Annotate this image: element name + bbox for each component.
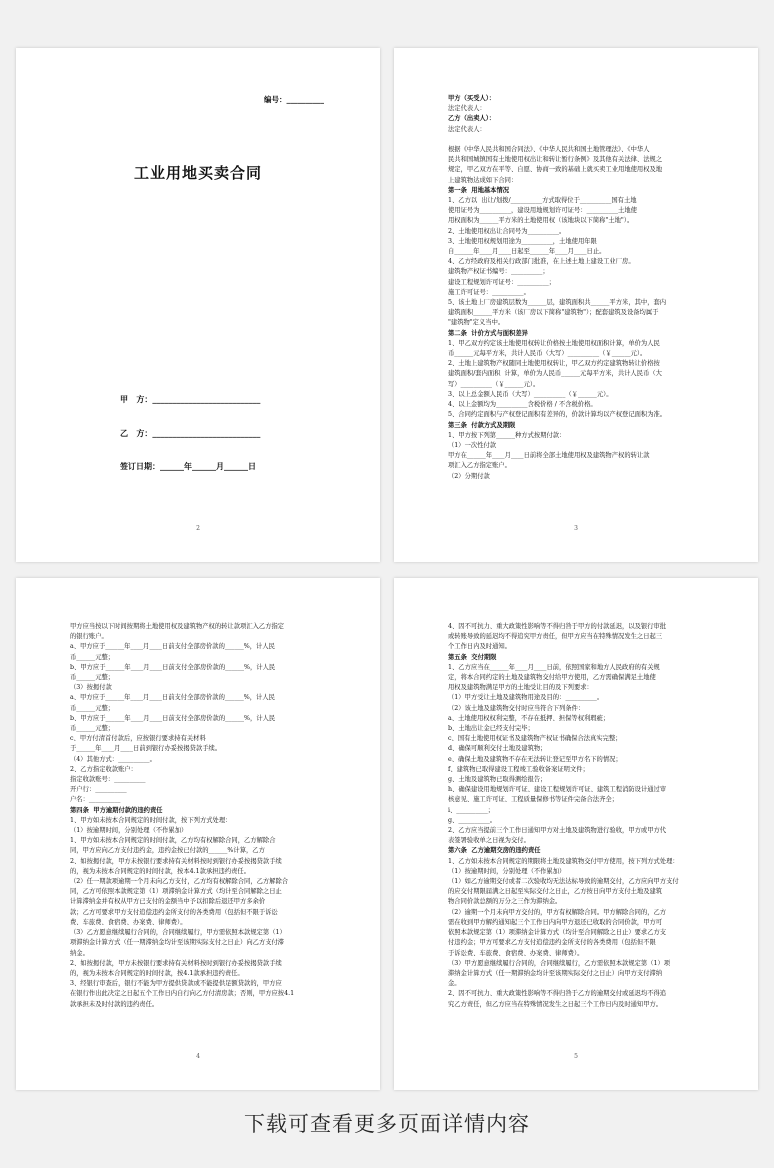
text-line: 4、以上金额均为__________含税价格 / 不含税价格。 xyxy=(448,401,597,409)
text-line: （1）甲方受让土地及建筑物用途及目的：__________。 xyxy=(448,694,604,702)
text-line: 2、乙方指定收款账户： xyxy=(70,765,137,773)
text-line: b、土地出让金已经支付完毕； xyxy=(448,725,534,733)
text-line: 4、乙方经政府及相关行政部门批准，在上述土地上建设工业厂房。 xyxy=(448,258,635,266)
text-line: 币______元整； xyxy=(70,725,115,733)
text-line: 在银行作出此决定之日起五个工作日内自行向乙方付清房款；否则，甲方应按4.1 xyxy=(70,990,295,998)
text-line: 1、乙方以 出让/划拨/__________方式取得位于__________国有土地 xyxy=(448,197,637,205)
page-number: 5 xyxy=(574,1053,578,1060)
text-line: 金。 xyxy=(448,980,461,988)
text-line: 的银行账户。 xyxy=(70,633,108,641)
text-line: （1）一次性付款 xyxy=(448,441,497,449)
text-line: 纳金。 xyxy=(70,949,89,957)
page-body xyxy=(70,622,334,1010)
text-line: 款承担未及时付款的违约责任。 xyxy=(70,1000,159,1008)
text-line: "建筑物"定义当中。 xyxy=(448,319,505,327)
text-line: 定，将本合同约定的土地及建筑物交付给甲方使用，乙方需确保满足土地使 xyxy=(448,674,656,682)
text-line: （2）该土地及建筑物交付时应当符合下列条件： xyxy=(448,704,585,712)
text-line: 币______元每平方米，共计人民币（大写）__________（￥______元）。 xyxy=(448,350,647,358)
text-line: 个工作日内及时通知。 xyxy=(448,643,511,651)
text-line: 1、乙方应当在______年____月____日前，依照国家和地方人民政府的有关规 xyxy=(448,663,660,671)
text-line: 需在收到甲方解约通知起三个工作日内向甲方退还已收取的合同价款，甲方可 xyxy=(448,918,663,926)
text-line: 2、如按揭付款，甲方未按银行要求持有关材料按时到银行办妥按揭贷款手续 xyxy=(70,959,282,967)
text-line: 币______元整； xyxy=(70,704,115,712)
text-line: （3）甲方愿意继续履行合同的，合同继续履行，乙方需依照本款规定第（1）项 xyxy=(448,959,671,967)
text-line: i、__________； xyxy=(448,806,495,814)
text-line: 建设工程规划许可证号：__________； xyxy=(448,278,556,286)
page-body xyxy=(448,94,712,482)
text-line: 款；乙方可要求甲方支付追偿违约金所支付的各类费用（包括但不限于诉讼 xyxy=(70,908,278,916)
text-line: 法定代表人： xyxy=(448,105,486,113)
text-line: 2、乙方应当提前三个工作日通知甲方对土地及建筑物进行验收，甲方或甲方代 xyxy=(448,827,667,835)
text-line: c、国有土地使用权证书及建筑物产权证书确保合法真实完整； xyxy=(448,735,622,743)
text-line: 项汇入乙方指定账户。 xyxy=(448,462,511,470)
document-page-4 xyxy=(394,578,758,1090)
text-line: 5、该土地上厂房建筑层数为______层，建筑面积共______平方米，其中，套内 xyxy=(448,299,667,307)
text-line: 户名：__________ xyxy=(70,796,121,804)
text-line: 根据《中华人民共和国合同法》、《中华人民共和国土地管理法》、《中华人 xyxy=(448,146,650,154)
contract-title: 工业用地买卖合同 xyxy=(133,164,262,182)
text-line: 1、甲乙双方约定该土地使用权转让价格按土地使用权面积计算，单价为人民 xyxy=(448,339,660,347)
text-line: 或转账导致的延迟均不得追究甲方责任，但甲方应当在特殊情况发生之日起三 xyxy=(448,633,663,641)
text-line: 同，乙方可依照本款规定第（1）项滞纳金计算方式（均计至合同解除之日止 xyxy=(70,888,282,896)
text-line: （2）任一期款项逾期一个月未向乙方支付，乙方均有权解除合同，乙方解除合 xyxy=(70,878,289,886)
text-line: （2）逾期一个月未向甲方交付的，甲方有权解除合同。甲方解除合同的，乙方 xyxy=(448,908,667,916)
text-line: 法定代表人： xyxy=(448,125,486,133)
text-line: 1、甲方如未按本合同规定的时间付款，乙方均有权解除合同，乙方解除合 xyxy=(70,837,276,845)
text-line: 项滞纳金计算方式（任一期滞纳金均计至该期实际支付之日止）向乙方支付滞 xyxy=(70,939,285,947)
text-line: （1）按逾期时间，分别处理（不作累加） xyxy=(448,867,566,875)
text-line: 物合同价款总额的万分之三作为滞纳金。 xyxy=(448,898,562,906)
page-number: 2 xyxy=(196,525,200,532)
text-line: 表签署验收单之日视为交付。 xyxy=(448,837,530,845)
text-line: 币______元整； xyxy=(70,653,115,661)
text-line: 的，视为未按本合同规定的时间付款，按4.1款承担违约责任。 xyxy=(70,969,244,977)
text-line: 2、土地上建筑物产权随同土地使用权转让，甲乙双方约定建筑物转让价格按 xyxy=(448,360,660,368)
text-line: 核意见、施工许可证、工程质量保修书等证件完备合法齐全； xyxy=(448,796,619,804)
text-line: 的，视为未按本合同规定的时间付款，按本4.1款承担违约责任。 xyxy=(70,867,251,875)
contract-number-field[interactable]: 编号：__________ xyxy=(264,95,324,104)
text-line: 同，甲方应向乙方支付违约金，违约金按已付款的______%计算，乙方 xyxy=(70,847,265,855)
text-line: 用权及建筑物满足甲方的土地受让目的及下列要求： xyxy=(448,684,593,692)
text-line: （1）按逾期时间，分别处理（不作累加） xyxy=(70,827,188,835)
text-line: g、土地及建筑物已取得测绘报告； xyxy=(448,776,547,784)
text-line: 规定，甲乙双方在平等、自愿、协商一致的基础上就买卖工业用地使用权及地 xyxy=(448,166,663,174)
section-heading: 第三条 付款方式及期限 xyxy=(448,421,516,429)
party-a-field[interactable]: 甲 方：___________________________ xyxy=(120,395,261,404)
page-number: 4 xyxy=(196,1053,200,1060)
text-line: （3）乙方愿意继续履行合同的，合同继续履行，甲方需依照本款规定第（1） xyxy=(70,929,286,937)
text-line xyxy=(448,135,712,145)
text-line: 建筑面积/套内面积 计算，单价为人民币______元每平方米，共计人民币（大 xyxy=(448,370,662,378)
text-line: （1）如乙方逾期交付或者二次验收均无法达标导致的逾期交付，乙方应向甲方支付 xyxy=(448,878,679,886)
text-line: 2、如按揭付款，甲方未按银行要求持有关材料按时到银行办妥按揭贷款手续 xyxy=(70,857,282,865)
text-line: 4、因不可抗力、重大政策性影响等不得归咎于甲方的付款延迟，以及银行审批 xyxy=(448,623,667,630)
text-line: 开户行：__________ xyxy=(70,786,127,794)
text-line: 使用证号为__________，建设用地规划许可证号：__________土地使 xyxy=(448,207,637,215)
section-heading: 第六条 乙方逾期交房的违约责任 xyxy=(448,847,541,855)
download-more-link[interactable]: 下载可查看更多页面详情内容 xyxy=(244,1112,530,1136)
text-line: 施工许可证号：__________。 xyxy=(448,288,530,296)
text-line: f、建筑物已取得建设工程竣工验收备案证明文件； xyxy=(448,765,589,773)
section-heading: 第四条 甲方逾期付款的违约责任 xyxy=(70,806,163,814)
text-line: g、__________。 xyxy=(448,816,497,824)
document-page-cover xyxy=(16,48,380,562)
text-line: 付违约金；甲方可要求乙方支付追偿违约金所支付的各类费用（包括但不限 xyxy=(448,939,656,947)
text-line: 用权面积为______平方米的土地使用权（该地块以下简称"土地"）。 xyxy=(448,217,634,225)
text-line: 究乙方责任，但乙方应当在特殊情况发生之日起三个工作日内及时通知甲方。 xyxy=(448,1000,663,1008)
text-line: b、甲方应于______年____月____日前支付全部房价款的______%，计人民 xyxy=(70,663,276,671)
text-line: a、甲方应于______年____月____日前支付全部房价款的______%，计人民 xyxy=(70,643,275,651)
text-line: 甲方在______年____月____日前将全部土地使用权及建筑物产权的转让款 xyxy=(448,452,650,460)
page-body xyxy=(448,622,712,1010)
text-line: 币______元整； xyxy=(70,674,115,682)
text-line: 费、车旅费、食宿费、办案费、律师费）。 xyxy=(70,918,187,926)
document-page-2 xyxy=(394,48,758,562)
text-line: 计算滞纳金并有权从甲方已支付的金额当中予以扣除后退还甲方多余价 xyxy=(70,898,266,906)
text-line: e、确保土地及建筑物不存在无法转让登记至甲方名下的情况； xyxy=(448,755,622,763)
text-line: 1、甲方按下列第______种方式按期付款： xyxy=(448,431,566,439)
text-line: 指定收款账号：__________ xyxy=(70,776,146,784)
text-line: 民共和国城镇国有土地使用权出让和转让暂行条例》及其他有关法律、法规之 xyxy=(448,156,663,164)
text-line: 甲方应当按以下时间按期将土地使用权及建筑物产权的转让款项汇入乙方指定 xyxy=(70,623,285,630)
text-line: a、土地使用权权利完整，不存在抵押、担保等权利瑕疵； xyxy=(448,714,610,722)
text-line: 于______年____月____日前到银行办妥按揭贷款手续。 xyxy=(70,745,222,753)
text-line: 上建筑物达成如下合同： xyxy=(448,176,518,184)
text-line: 2、因不可抗力、重大政策性影响等不得归咎于乙方的逾期交付或延迟均不得追 xyxy=(448,990,667,998)
text-line: 1、乙方如未按本合同规定的期限将土地及建筑物交付甲方使用，按下列方式处理： xyxy=(448,857,679,865)
sign-date-field[interactable]: 签订日期：______年______月______日 xyxy=(120,462,256,471)
document-page-3 xyxy=(16,578,380,1090)
text-line: 建筑物产权证书编号：__________； xyxy=(448,268,549,276)
text-line: 1、甲方如未按本合同规定的时间付款，按下列方式处理： xyxy=(70,816,232,824)
text-line: 5、合同约定面积与产权登记面积有差异的，价款计算均以产权登记面积为准。 xyxy=(448,411,667,419)
text-line: 3、以上总金额人民币（大写）__________（￥______元）。 xyxy=(448,390,613,398)
text-line: c、甲方付清首付款后，应按银行要求持有关材料 xyxy=(70,735,206,743)
text-line: 写）__________（￥______元）。 xyxy=(448,380,540,388)
text-line: 2、土地使用权出让合同号为__________。 xyxy=(448,227,566,235)
text-line: 的应交付期限届满之日起至实际交付之日止，乙方按日向甲方支付土地及建筑 xyxy=(448,888,663,896)
party-b-field[interactable]: 乙 方：___________________________ xyxy=(120,429,261,438)
text-line: （3）按揭付款 xyxy=(70,684,112,692)
text-line: a、甲方应于______年____月____日前支付全部房价款的______%，计人民 xyxy=(70,694,275,702)
text-line: d、确保可顺利交付土地及建筑物； xyxy=(448,745,547,753)
text-line: 滞纳金计算方式（任一期滞纳金均计至该期实际交付之日止）向甲方支付滞纳 xyxy=(448,969,663,977)
text-line: （4）其他方式：__________。 xyxy=(70,755,156,763)
text-line: 依照本款规定第（1）项滞纳金计算方式（均计至合同解除之日止）要求乙方支 xyxy=(448,929,667,937)
text-line: h、确保建设用地规划许可证、建设工程规划许可证、建筑工程消防设计通过审 xyxy=(448,786,667,794)
text-line: 3、土地使用权规划用途为__________，土地使用年限 xyxy=(448,237,597,245)
section-heading: 第二条 计价方式与面积差异 xyxy=(448,329,528,337)
text-line: b、甲方应于______年____月____日前支付全部房价款的______%，计人民 xyxy=(70,714,276,722)
text-line: 建筑面积______平方米（该厂房以下简称"建筑物"）；配套建筑及设备均属于 xyxy=(448,309,659,317)
page-number: 3 xyxy=(574,525,578,532)
section-heading: 第五条 交付期限 xyxy=(448,653,497,661)
section-heading: 甲方（买受人）： xyxy=(448,95,496,102)
text-line: 于诉讼费、车旅费、食宿费、办案费、律师费）。 xyxy=(448,949,584,957)
section-heading: 第一条 用地基本情况 xyxy=(448,186,510,194)
section-heading: 乙方（出卖人）： xyxy=(448,115,496,123)
text-line: 自______年____月____日起至______年____月____日止。 xyxy=(448,248,606,256)
text-line: （2）分期付款 xyxy=(448,472,490,480)
text-line: 3、经银行审查后，银行不能为甲方提供贷款或不能提供足额贷款的，甲方应 xyxy=(70,980,282,988)
